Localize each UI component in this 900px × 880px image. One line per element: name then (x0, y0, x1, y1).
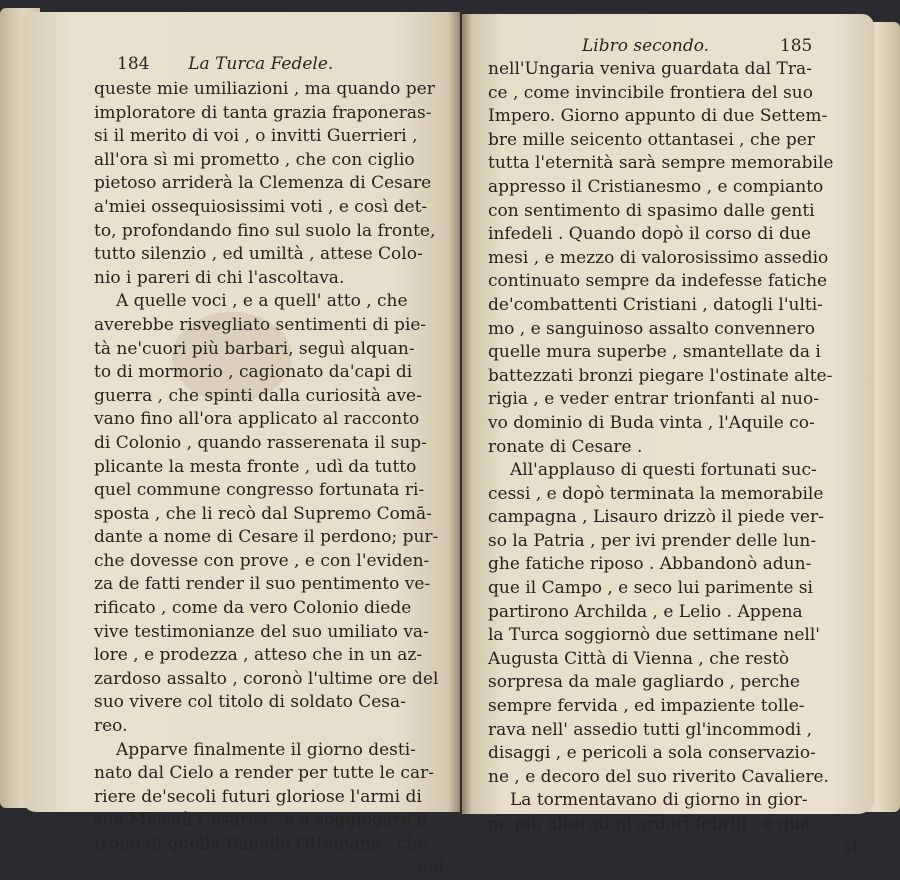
text-line: ghe fatiche riposo . Abbandonò adun- (488, 554, 812, 575)
text-line: campagna , Lisauro drizzò il piede ver- (488, 507, 824, 528)
text-line: guerra , che spinti dalla curiosità ave- (94, 385, 422, 406)
text-line: La tormentavano di giorno in gior- (510, 790, 808, 811)
right-running-title: Libro secondo. (582, 36, 710, 56)
left-page-header (117, 54, 333, 74)
text-line: rificato , come da vero Colonio diede (94, 598, 412, 619)
text-line: quel commune congresso fortunata ri- (94, 480, 425, 501)
text-line: sempre fervida , ed impaziente tolle- (488, 696, 805, 717)
text-line: que il Campo , e seco lui parimente si (488, 578, 813, 599)
text-line: reo. (94, 716, 128, 737)
text-line: Apparve finalmente il giorno desti- (116, 739, 416, 760)
text-line: con sentimento di spasimo dalle genti (488, 200, 815, 221)
text-line: ce , come invincibile frontiera del suo (488, 82, 813, 103)
text-line: Impero. Giorno appunto di due Settem- (488, 106, 828, 127)
text-line: za de fatti render il suo pentimento ve- (94, 574, 431, 595)
text-line: tutta l'eternità sarà sempre memorabile (488, 153, 834, 174)
right-page-number: 185 (779, 36, 813, 56)
catchword: si (843, 837, 858, 858)
text-line: bre mille seicento ottantasei , che per (488, 129, 815, 150)
text-line: a'miei ossequiosissimi voti , e così det- (94, 196, 428, 217)
left-page-body (94, 78, 454, 880)
text-line: ronate di Cesare . (488, 436, 643, 457)
text-line: rava nell' assedio tutti gl'incommodi , (488, 719, 812, 740)
text-line: imploratore di tanta grazia fraponeras- (94, 102, 432, 123)
text-line: to di mormorio , cagionato da'capi di (94, 362, 413, 383)
text-line: all'ora sì mi prometto , che con ciglio (94, 149, 415, 170)
text-line: ne , e decoro del suo riverito Cavaliere. (488, 766, 829, 787)
left-page (22, 12, 460, 878)
text-line: vano fino all'ora applicato al racconto (94, 409, 420, 430)
left-page-number: 184 (117, 54, 150, 74)
catchword: nel (417, 857, 444, 878)
text-line: quelle mura superbe , smantellate da i (488, 342, 821, 363)
text-line: vo dominio di Buda vinta , l'Aquile co- (488, 412, 815, 433)
right-page (462, 14, 874, 858)
text-line: mesi , e mezzo di valorosissimo assedio (488, 247, 829, 268)
text-line: nato dal Cielo a render per tutte le car- (94, 763, 434, 784)
text-line: sorpresa da male gagliardo , perche (488, 672, 800, 693)
text-line: no più alterati gl'ardori febrili , e qua- (488, 814, 817, 834)
text-line: rigia , e veder entrar trionfanti al nuo- (488, 389, 819, 410)
text-line: A quelle voci , e a quell' atto , che (116, 291, 408, 312)
text-line: queste mie umiliazioni , ma quando per (94, 79, 435, 99)
text-line: sua Maestà Cesarea , e a soggiogare il (94, 810, 428, 831)
text-line: to, profondando fino sul suolo la fronte, (94, 220, 436, 241)
text-line: si il merito di voi , o invitti Guerrieri , (94, 126, 418, 147)
text-line: suo vivere col titolo di soldato Cesa- (94, 692, 406, 713)
text-line: All'applauso di questi fortunati suc- (510, 460, 817, 481)
text-line: tutto silenzio , ed umiltà , attese Colo- (94, 244, 423, 265)
left-running-title: La Turca Fedele. (188, 54, 334, 74)
text-line: continuato sempre da indefesse fatiche (488, 271, 828, 292)
text-line: so la Patria , per ivi prender delle lun- (488, 530, 817, 551)
text-line: dante a nome di Cesare il perdono; pur- (94, 527, 439, 548)
text-line: nio i pareri di chi l'ascoltava. (94, 267, 345, 288)
text-line: plicante la mesta fronte , udì da tutto (94, 456, 417, 477)
text-line: partirono Archilda , e Lelio . Appena (488, 601, 803, 622)
book-gutter (448, 10, 472, 815)
text-line: che dovesse con prove , e con l'eviden- (94, 550, 430, 571)
text-line: battezzati bronzi piegare l'ostinate alte- (488, 365, 833, 386)
text-line: lore , e prodezza , atteso che in un az- (94, 645, 423, 666)
text-line: riere de'secoli futuri gloriose l'armi di (94, 786, 422, 807)
text-line: averebbe risvegliato sentimenti di pie- (94, 314, 427, 335)
text-line: tà ne'cuori più barbari, seguì alquan- (94, 338, 415, 359)
text-line: trono di quella Babelle Ottomana , che (94, 834, 428, 854)
right-page-header (582, 36, 812, 56)
text-line: pietoso arriderà la Clemenza di Cesare (94, 173, 432, 194)
text-line: de'combattenti Cristiani , datogli l'ulti- (488, 294, 823, 315)
text-line: mo , e sanguinoso assalto convennero (488, 318, 815, 339)
text-line: sposta , che li recò dal Supremo Comā- (94, 503, 432, 524)
text-line: di Colonio , quando rasserenata il sup- (94, 432, 427, 453)
text-line: nell'Ungaria veniva guardata dal Tra- (488, 59, 812, 79)
text-line: infedeli . Quando dopò il corso di due (488, 224, 812, 245)
text-line: la Turca soggiornò due settimane nell' (488, 625, 820, 646)
text-line: cessi , e dopò terminata la memorabile (488, 483, 824, 504)
text-line: disaggi , e pericoli a sola conservazio- (488, 743, 816, 764)
text-line: appresso il Cristianesmo , e compianto (488, 176, 824, 197)
text-line: Augusta Città di Vienna , che restò (488, 648, 790, 669)
right-page-body (488, 58, 868, 860)
text-line: zardoso assalto , coronò l'ultime ore del (94, 668, 439, 689)
text-line: vive testimonianze del suo umiliato va- (94, 621, 429, 642)
